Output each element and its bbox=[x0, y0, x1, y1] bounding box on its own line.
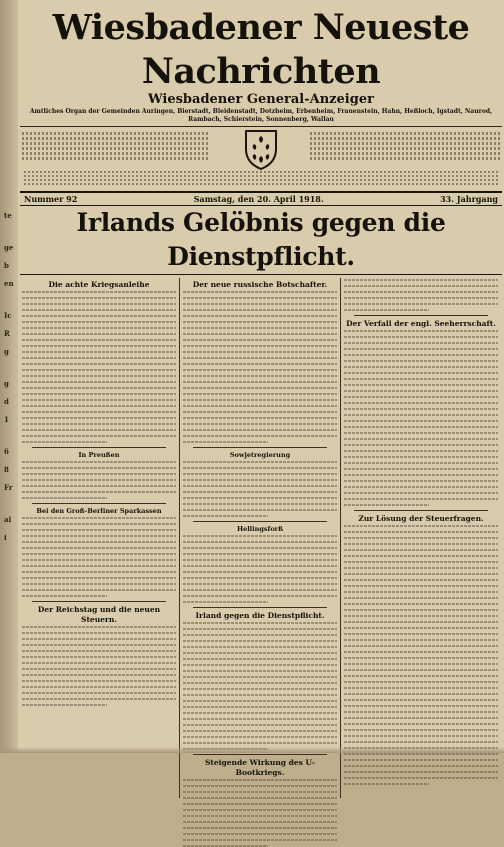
text-line bbox=[22, 589, 176, 591]
text-line bbox=[344, 525, 498, 527]
text-line bbox=[22, 559, 176, 561]
text-line bbox=[22, 375, 176, 377]
article-body-text bbox=[183, 461, 337, 517]
text-line bbox=[183, 797, 337, 799]
text-line bbox=[22, 467, 176, 469]
article-body-text bbox=[344, 330, 498, 506]
text-line bbox=[183, 622, 337, 624]
text-line bbox=[344, 663, 498, 665]
text-line bbox=[22, 315, 176, 317]
text-line bbox=[22, 345, 176, 347]
text-line bbox=[22, 571, 176, 573]
text-line bbox=[183, 509, 337, 511]
strip-fragment: al bbox=[4, 515, 12, 524]
article-body-text bbox=[22, 517, 176, 597]
text-line bbox=[344, 378, 498, 380]
text-line bbox=[344, 783, 429, 785]
text-line bbox=[22, 429, 176, 431]
article-body-text bbox=[22, 461, 176, 499]
text-line bbox=[22, 535, 176, 537]
text-line bbox=[22, 297, 176, 299]
text-line bbox=[22, 327, 176, 329]
text-line bbox=[344, 408, 498, 410]
text-line bbox=[183, 736, 337, 738]
text-line bbox=[344, 336, 498, 338]
text-line bbox=[22, 423, 176, 425]
text-line bbox=[344, 627, 498, 629]
text-line bbox=[183, 718, 337, 720]
text-line bbox=[344, 444, 498, 446]
publisher-note bbox=[24, 171, 498, 189]
section-heading: Der Reichstag und die neuen Steuern. bbox=[37, 605, 161, 624]
text-line bbox=[22, 405, 176, 407]
text-line bbox=[183, 497, 337, 499]
text-line bbox=[344, 765, 498, 767]
text-line bbox=[22, 626, 176, 628]
text-line bbox=[183, 387, 337, 389]
text-line bbox=[344, 372, 498, 374]
text-line bbox=[22, 381, 176, 383]
text-line bbox=[183, 467, 337, 469]
text-line bbox=[183, 515, 268, 517]
text-line bbox=[183, 461, 337, 463]
text-line bbox=[344, 492, 498, 494]
text-line bbox=[183, 547, 337, 549]
text-line bbox=[183, 315, 337, 317]
text-line bbox=[183, 688, 337, 690]
text-line bbox=[183, 423, 337, 425]
text-line bbox=[183, 357, 337, 359]
text-line bbox=[22, 583, 176, 585]
text-line bbox=[22, 650, 176, 652]
text-line bbox=[22, 309, 176, 311]
text-line bbox=[344, 456, 498, 458]
text-line bbox=[183, 742, 337, 744]
text-line bbox=[344, 651, 498, 653]
strip-fragment: b bbox=[4, 261, 9, 270]
text-line bbox=[22, 577, 176, 579]
column-3 bbox=[344, 278, 498, 798]
text-line bbox=[183, 393, 337, 395]
section-subheading: Hellingsforß bbox=[236, 525, 284, 533]
text-line bbox=[183, 658, 337, 660]
column-1 bbox=[22, 278, 176, 798]
text-line bbox=[183, 535, 337, 537]
text-line bbox=[183, 571, 337, 573]
strip-fragment: g bbox=[4, 347, 9, 356]
text-line bbox=[344, 555, 498, 557]
text-line bbox=[344, 366, 498, 368]
text-line bbox=[344, 498, 498, 500]
text-line bbox=[183, 297, 337, 299]
text-line bbox=[344, 537, 498, 539]
column-2 bbox=[183, 278, 337, 798]
section-divider bbox=[32, 503, 166, 504]
strip-fragment: R bbox=[4, 329, 10, 338]
text-line bbox=[344, 711, 498, 713]
text-line bbox=[183, 345, 337, 347]
text-line bbox=[344, 474, 498, 476]
text-line bbox=[22, 595, 107, 597]
text-line bbox=[344, 396, 498, 398]
text-line bbox=[22, 497, 107, 499]
text-line bbox=[344, 771, 498, 773]
text-line bbox=[344, 645, 498, 647]
text-line bbox=[183, 821, 337, 823]
strip-fragment: d bbox=[4, 397, 9, 406]
text-line bbox=[22, 638, 176, 640]
front-page bbox=[20, 4, 502, 777]
text-line bbox=[344, 480, 498, 482]
text-line bbox=[344, 723, 498, 725]
text-line bbox=[22, 632, 176, 634]
text-line bbox=[344, 420, 498, 422]
text-line bbox=[183, 646, 337, 648]
article-body-text bbox=[183, 779, 337, 847]
text-line bbox=[183, 700, 337, 702]
text-line bbox=[22, 547, 176, 549]
text-line bbox=[183, 541, 337, 543]
text-line bbox=[183, 833, 337, 835]
text-line bbox=[22, 644, 176, 646]
article-body-text bbox=[183, 622, 337, 750]
text-line bbox=[183, 827, 337, 829]
text-line bbox=[22, 565, 176, 567]
text-line bbox=[344, 699, 498, 701]
text-line bbox=[183, 779, 337, 781]
main-headline: Irlands Gelöbnis gegen die Dienstpflicht. bbox=[20, 206, 502, 275]
text-line bbox=[22, 461, 176, 463]
text-line bbox=[183, 583, 337, 585]
text-line bbox=[183, 640, 337, 642]
subscription-info-block bbox=[22, 130, 210, 164]
text-line bbox=[22, 698, 176, 700]
text-line bbox=[344, 291, 498, 293]
text-line bbox=[183, 791, 337, 793]
section-heading: Der Verfall der engl. Seeherrschaft. bbox=[346, 319, 496, 328]
issue-number: Nummer 92 bbox=[24, 194, 78, 204]
text-line bbox=[22, 357, 176, 359]
text-line bbox=[183, 399, 337, 401]
section-divider bbox=[193, 754, 327, 755]
text-line bbox=[183, 559, 337, 561]
text-line bbox=[344, 297, 498, 299]
strip-fragment: ge bbox=[4, 243, 14, 252]
text-line bbox=[344, 303, 498, 305]
section-subheading: Sowjetregierung bbox=[229, 451, 291, 459]
text-line bbox=[22, 435, 176, 437]
section-divider bbox=[354, 510, 488, 511]
text-line bbox=[344, 579, 498, 581]
section-subheading: In Preußen bbox=[78, 451, 120, 459]
article-body-text bbox=[22, 626, 176, 706]
text-line bbox=[344, 753, 498, 755]
section-divider bbox=[354, 315, 488, 316]
text-line bbox=[183, 411, 337, 413]
text-line bbox=[344, 675, 498, 677]
section-divider bbox=[193, 447, 327, 448]
text-line bbox=[344, 432, 498, 434]
text-line bbox=[22, 704, 107, 706]
strip-fragment: Ic bbox=[4, 311, 12, 320]
issue-date: Samstag, den 20. April 1918. bbox=[193, 194, 324, 204]
text-line bbox=[344, 639, 498, 641]
text-line bbox=[183, 652, 337, 654]
text-line bbox=[344, 573, 498, 575]
text-line bbox=[22, 529, 176, 531]
text-line bbox=[183, 369, 337, 371]
text-line bbox=[183, 503, 337, 505]
text-line bbox=[344, 615, 498, 617]
article-body-text bbox=[22, 291, 176, 443]
text-line bbox=[183, 589, 337, 591]
text-line bbox=[183, 628, 337, 630]
text-line bbox=[344, 279, 498, 281]
text-line bbox=[344, 633, 498, 635]
text-line bbox=[344, 531, 498, 533]
text-line bbox=[183, 485, 337, 487]
text-line bbox=[344, 549, 498, 551]
text-line bbox=[183, 676, 337, 678]
text-line bbox=[183, 706, 337, 708]
section-divider bbox=[32, 601, 166, 602]
text-line bbox=[183, 417, 337, 419]
text-line bbox=[344, 348, 498, 350]
text-line bbox=[183, 712, 337, 714]
column-rule bbox=[340, 278, 341, 798]
text-line bbox=[344, 468, 498, 470]
text-line bbox=[344, 597, 498, 599]
section-divider bbox=[193, 607, 327, 608]
strip-fragment: en bbox=[4, 279, 14, 288]
article-body-text bbox=[183, 535, 337, 603]
text-line bbox=[22, 541, 176, 543]
text-line bbox=[22, 517, 176, 519]
text-line bbox=[183, 339, 337, 341]
text-line bbox=[22, 656, 176, 658]
text-line bbox=[183, 664, 337, 666]
text-line bbox=[22, 417, 176, 419]
text-line bbox=[344, 486, 498, 488]
text-line bbox=[22, 351, 176, 353]
text-line bbox=[183, 333, 337, 335]
text-line bbox=[344, 450, 498, 452]
text-line bbox=[183, 309, 337, 311]
section-divider bbox=[32, 447, 166, 448]
section-subheading: Bei den Groß-Berliner Sparkassen bbox=[36, 507, 162, 515]
strip-fragment: g bbox=[4, 379, 9, 388]
article-body-text bbox=[344, 525, 498, 785]
masthead-official-line: Amtliches Organ der Gemeinden Auringen, Bierstadt, Bleidenstadt, Dotzheim, Erbenheim, Frauenstein, Hahn, Heßloch, Igstadt, Naurod, Rambach, Schierstein, Sonnenberg, Wallau bbox=[29, 108, 493, 123]
text-line bbox=[22, 387, 176, 389]
text-line bbox=[22, 523, 176, 525]
section-heading: Steigende Wirkung des U-Bootkriegs. bbox=[204, 758, 316, 777]
text-line bbox=[22, 662, 176, 664]
article-body-text bbox=[183, 291, 337, 443]
text-line bbox=[183, 381, 337, 383]
text-line bbox=[22, 411, 176, 413]
text-line bbox=[22, 399, 176, 401]
text-line bbox=[183, 595, 337, 597]
text-line bbox=[22, 369, 176, 371]
text-line bbox=[22, 393, 176, 395]
text-line bbox=[344, 609, 498, 611]
text-line bbox=[344, 390, 498, 392]
text-line bbox=[344, 285, 498, 287]
text-line bbox=[22, 553, 176, 555]
text-line bbox=[344, 354, 498, 356]
text-line bbox=[22, 485, 176, 487]
text-line bbox=[183, 291, 337, 293]
text-line bbox=[344, 585, 498, 587]
text-line bbox=[22, 479, 176, 481]
section-heading: Die achte Kriegsanleihe bbox=[48, 280, 150, 289]
text-line bbox=[183, 730, 337, 732]
section-divider bbox=[193, 521, 327, 522]
issue-year: 33. Jahrgang bbox=[440, 194, 498, 204]
text-line bbox=[183, 565, 337, 567]
masthead bbox=[20, 6, 502, 124]
text-line bbox=[344, 729, 498, 731]
strip-fragment: te bbox=[4, 211, 12, 220]
section-heading: Irland gegen die Dienstpflicht. bbox=[195, 611, 325, 620]
page-shadow bbox=[0, 747, 504, 753]
text-line bbox=[183, 435, 337, 437]
text-line bbox=[183, 321, 337, 323]
text-line bbox=[344, 561, 498, 563]
text-line bbox=[183, 405, 337, 407]
text-line bbox=[22, 363, 176, 365]
text-line bbox=[183, 429, 337, 431]
city-crest-icon bbox=[238, 127, 284, 171]
text-line bbox=[344, 591, 498, 593]
text-line bbox=[344, 414, 498, 416]
text-line bbox=[183, 553, 337, 555]
text-line bbox=[183, 815, 337, 817]
text-line bbox=[22, 291, 176, 293]
text-line bbox=[183, 785, 337, 787]
text-line bbox=[183, 809, 337, 811]
column-rule bbox=[179, 278, 180, 798]
text-line bbox=[22, 321, 176, 323]
text-line bbox=[344, 759, 498, 761]
text-line bbox=[344, 309, 429, 311]
strip-fragment: Fr bbox=[4, 483, 13, 492]
strip-fragment: 8 bbox=[4, 465, 9, 474]
text-line bbox=[344, 681, 498, 683]
date-bar bbox=[20, 191, 502, 206]
article-columns bbox=[20, 278, 502, 798]
text-line bbox=[344, 330, 498, 332]
section-heading: Zur Lösung der Steuerfragen. bbox=[358, 514, 484, 523]
text-line bbox=[344, 669, 498, 671]
section-heading: Der neue russische Botschafter. bbox=[192, 280, 328, 289]
text-line bbox=[344, 342, 498, 344]
strip-fragment: 1 bbox=[4, 415, 9, 424]
text-line bbox=[344, 504, 429, 506]
text-line bbox=[183, 479, 337, 481]
text-line bbox=[183, 724, 337, 726]
text-line bbox=[22, 491, 176, 493]
text-line bbox=[344, 603, 498, 605]
text-line bbox=[22, 333, 176, 335]
text-line bbox=[344, 384, 498, 386]
text-line bbox=[183, 375, 337, 377]
text-line bbox=[183, 839, 337, 841]
text-line bbox=[344, 705, 498, 707]
text-line bbox=[183, 491, 337, 493]
text-line bbox=[344, 717, 498, 719]
text-line bbox=[22, 473, 176, 475]
text-line bbox=[183, 601, 268, 603]
text-line bbox=[183, 634, 337, 636]
text-line bbox=[344, 462, 498, 464]
masthead-title: Wiesbadener Neueste Nachrichten bbox=[52, 7, 470, 92]
text-line bbox=[344, 741, 498, 743]
text-line bbox=[344, 360, 498, 362]
text-line bbox=[22, 339, 176, 341]
text-line bbox=[183, 473, 337, 475]
text-line bbox=[183, 351, 337, 353]
text-line bbox=[183, 694, 337, 696]
text-line bbox=[22, 692, 176, 694]
strip-fragment: i bbox=[4, 533, 7, 542]
text-line bbox=[344, 687, 498, 689]
text-line bbox=[344, 438, 498, 440]
text-line bbox=[22, 668, 176, 670]
text-line bbox=[183, 577, 337, 579]
strip-fragment: 6 bbox=[4, 447, 9, 456]
adjacent-page-strip bbox=[4, 210, 16, 550]
text-line bbox=[344, 567, 498, 569]
text-line bbox=[344, 543, 498, 545]
advertising-rates-block bbox=[310, 130, 500, 164]
text-line bbox=[183, 803, 337, 805]
masthead-subtitle: Wiesbadener General-Anzeiger bbox=[148, 92, 374, 107]
text-line bbox=[22, 303, 176, 305]
text-line bbox=[344, 657, 498, 659]
text-line bbox=[183, 327, 337, 329]
text-line bbox=[344, 735, 498, 737]
text-line bbox=[183, 682, 337, 684]
text-line bbox=[183, 670, 337, 672]
text-line bbox=[183, 441, 268, 443]
text-line bbox=[344, 693, 498, 695]
masthead-info-row bbox=[20, 126, 502, 169]
text-line bbox=[344, 777, 498, 779]
text-line bbox=[22, 674, 176, 676]
text-line bbox=[344, 402, 498, 404]
text-line bbox=[344, 426, 498, 428]
text-line bbox=[22, 441, 107, 443]
text-line bbox=[344, 621, 498, 623]
text-line bbox=[22, 686, 176, 688]
article-body-text bbox=[344, 279, 498, 311]
text-line bbox=[183, 303, 337, 305]
text-line bbox=[183, 363, 337, 365]
text-line bbox=[22, 680, 176, 682]
